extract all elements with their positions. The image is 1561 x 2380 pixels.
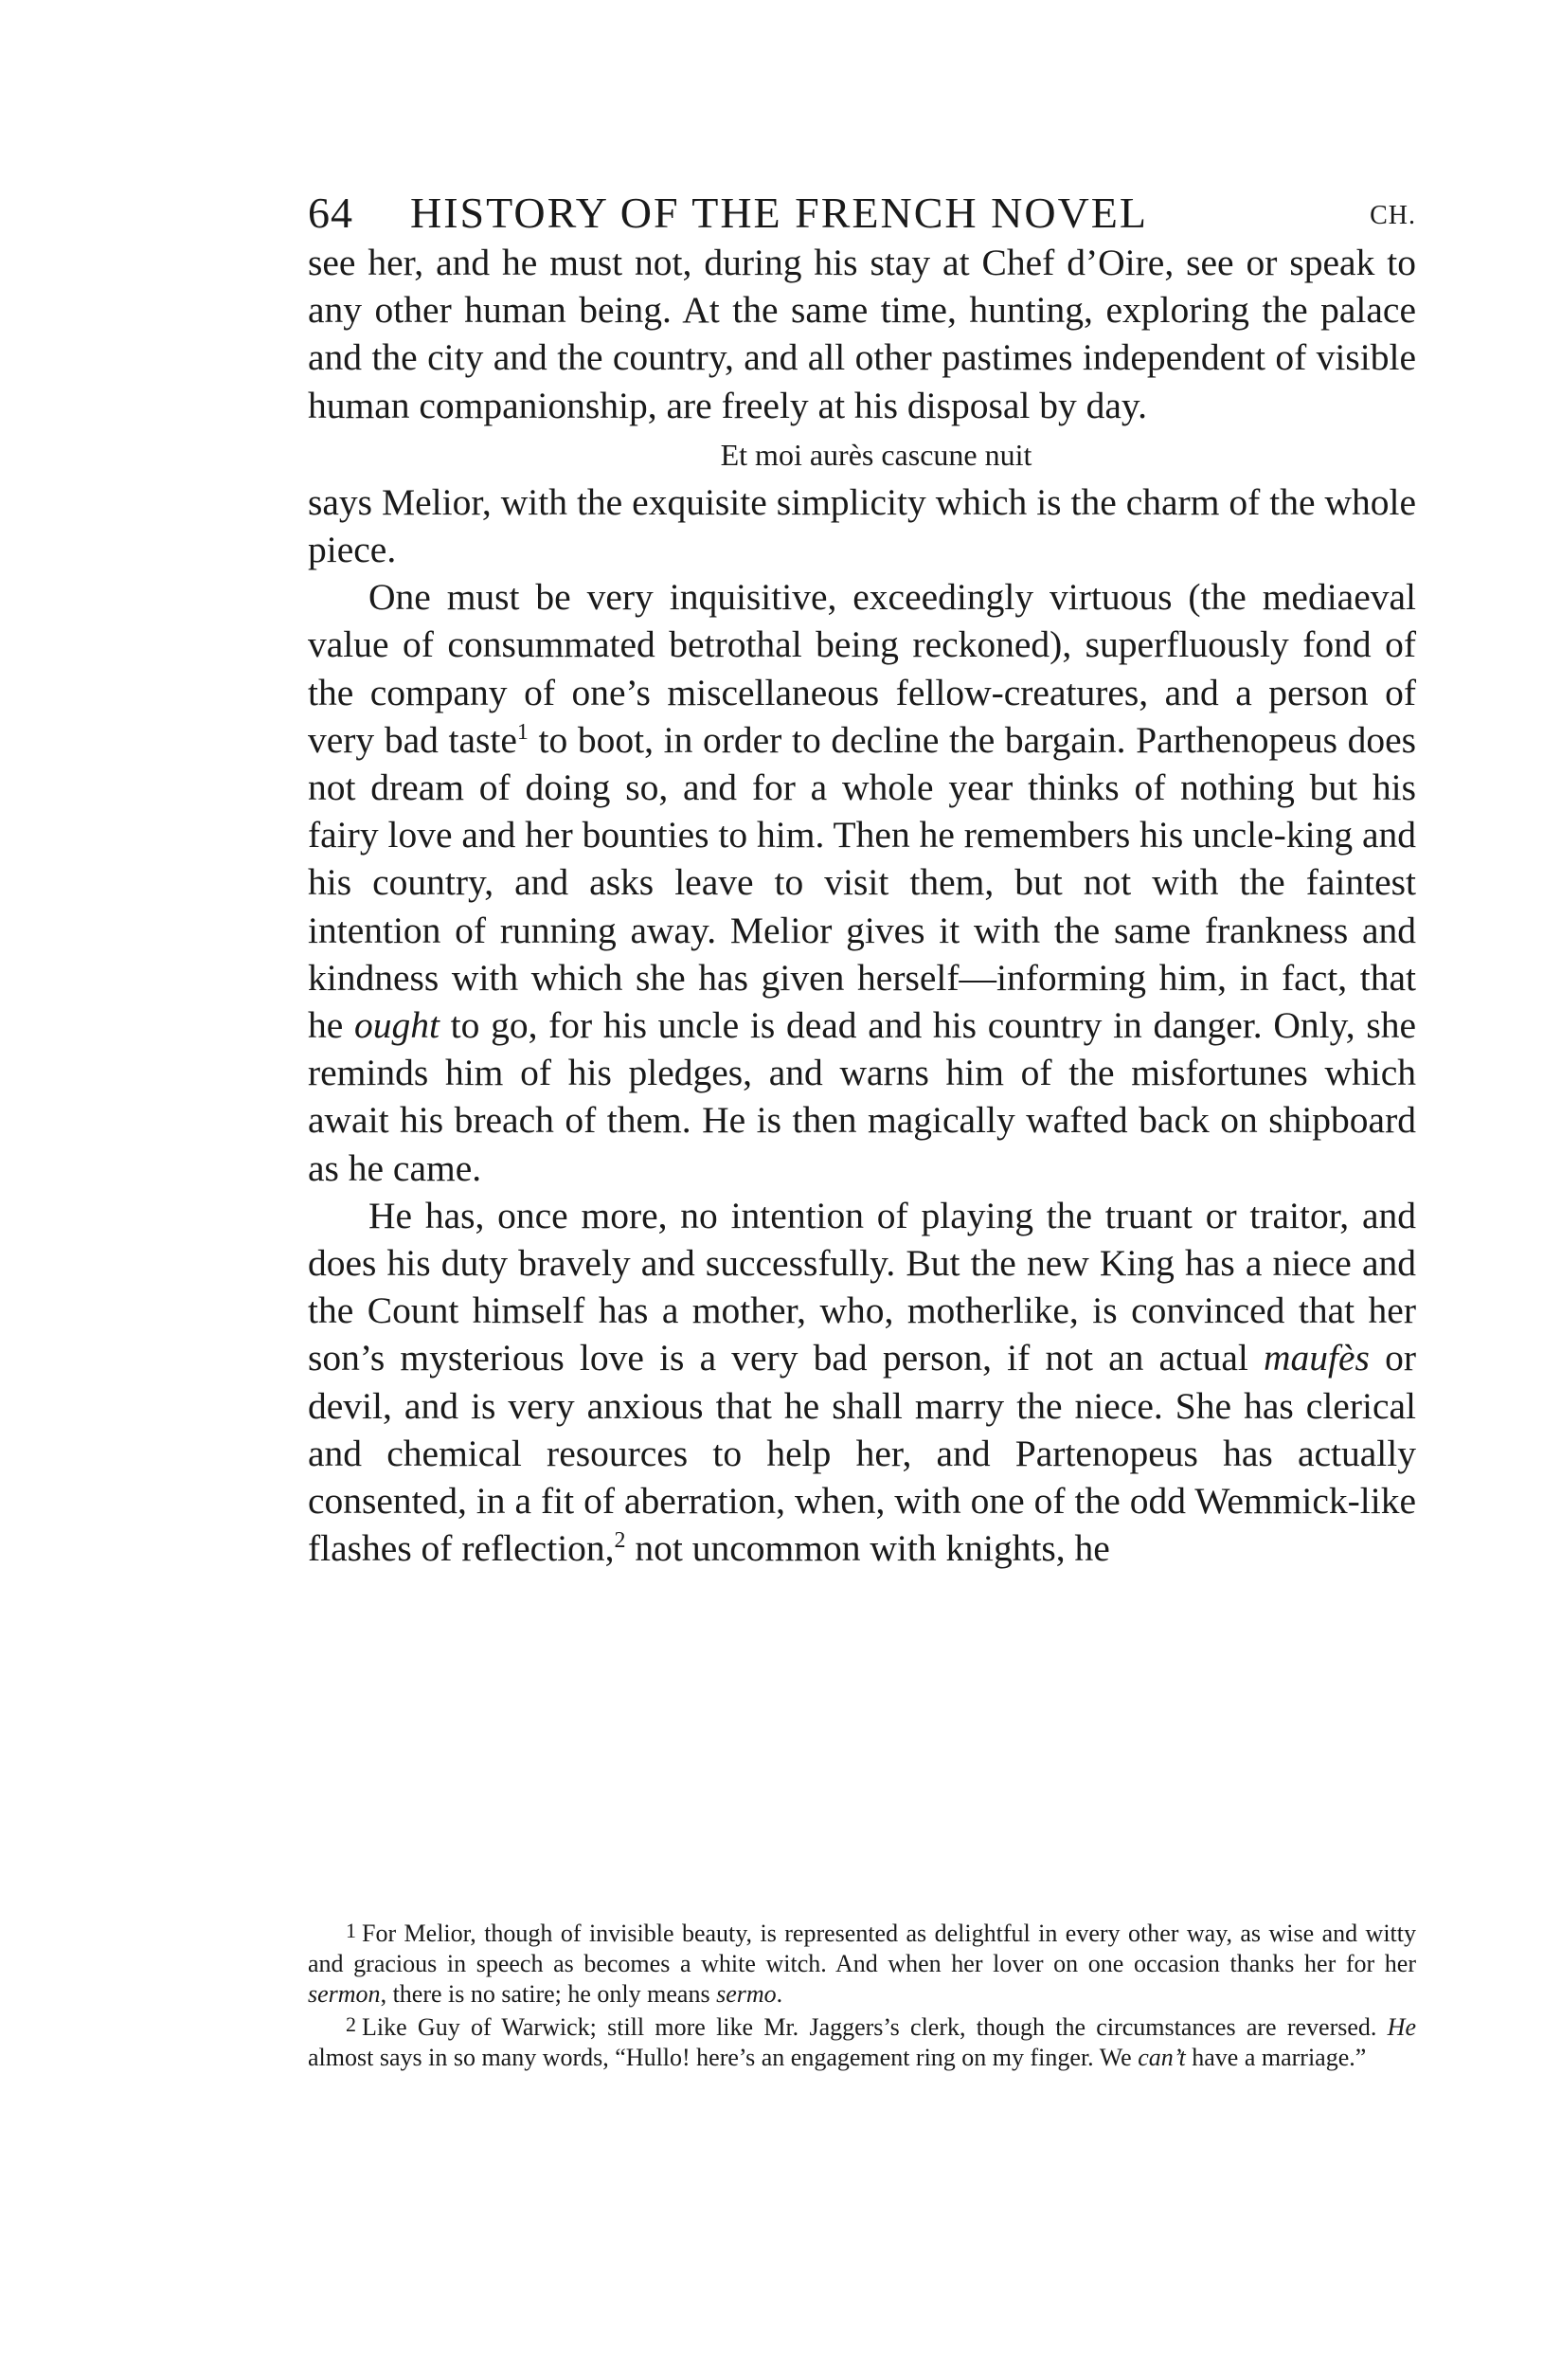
footnote-2-text-c: have a marriage.” [1185, 2044, 1367, 2071]
footnote-ref-1[interactable]: 1 [516, 719, 529, 745]
page-number: 64 [308, 189, 353, 237]
footnote-1-text-a: For Melior, though of invisible beauty, is represented as delightful in every other way, as wise and witty and gracious in speech as becomes a white witch. And when her lover on one occasion thanks her for her [308, 1920, 1416, 1977]
paragraph-2: says Melior, with the exquisite simplicity which is the charm of the whole piece. [308, 480, 1416, 571]
paragraph-3 [308, 573, 1416, 1192]
footnote-2-text-a: Like Guy of Warwick; still more like Mr. Jaggers’s clerk, though the circumstances are reversed. [362, 2013, 1388, 2041]
footnote-2 [308, 2010, 1416, 2073]
running-header [308, 188, 1416, 244]
chapter-abbrev: CH. [1370, 201, 1416, 230]
body-text [308, 239, 1416, 1572]
paragraph-3-emphasis: ought [353, 1004, 440, 1047]
footnote-1-emphasis-2: sermo [716, 1980, 777, 2008]
paragraph-1: see her, and he must not, during his stay at Chef d’Oire, see or speak to any other human being. At the same time, hunting, exploring the palace and the city and the country, and all other pastimes independent of visible human companionship, are freely at his disposal by day. [308, 242, 1416, 426]
paragraph-3-text-c: to go, for his uncle is dead and his country in danger. Only, she reminds him of his pledges, and warns him of the misfortunes which await his breach of them. He is then magically wafted back on shipboard as he came. [308, 1004, 1416, 1189]
footnote-ref-2[interactable]: 2 [614, 1528, 626, 1554]
paragraph-3-text-b: to boot, in order to decline the bargain. Parthenopeus does not dream of doing so, and for a whole year thinks of nothing but his fairy love and her bounties to him. Then he remembers his uncle-king and his country, and asks leave to visit them, but not with the faintest intention of running away. Melior gives it with the same frankness and kindness with which she has given herself—informing him, in fact, that he [308, 718, 1417, 1047]
footnote-1-text-c: . [776, 1980, 783, 2008]
footnote-2-marker: 2 [346, 2012, 356, 2036]
footnote-2-text-b: almost says in so many words, “Hullo! here’s an engagement ring on my finger. We [308, 2044, 1139, 2071]
paragraph-4-text-b: or devil, and is very anxious that he shall marry the niece. She has clerical and chemical resources to help her, and Partenopeus has actually consented, in a fit of aberration, when, with one of the odd Wemmick-like flashes of reflection, [308, 1337, 1416, 1570]
paragraph-4-text-a: He has, once more, no intention of playing the truant or traitor, and does his duty bravely and successfully. But the new King has a niece and the Count himself has a mother, who, motherlike, is convinced that her son’s mysterious love is a very bad person, if not an actual [308, 1194, 1416, 1379]
footnote-1-text-b: , there is no satire; he only means [380, 1980, 717, 2008]
footnote-2-emphasis-2: can’t [1138, 2044, 1186, 2071]
running-title: HISTORY OF THE FRENCH NOVEL [410, 189, 1148, 237]
paragraph-4-text-c: not uncommon with knights, he [625, 1527, 1110, 1570]
footnote-2-emphasis-1: He [1387, 2013, 1416, 2041]
paragraph-4-emphasis: maufès [1264, 1337, 1370, 1379]
paragraph-3-text-a: One must be very inquisitive, exceedingly virtuous (the mediaeval value of consummated betrothal being reckoned), superfluously fond of the company of one’s miscellaneous fellow-creatures, and a person of very bad taste [308, 576, 1416, 761]
footnote-1-emphasis-1: sermon [308, 1980, 381, 2008]
paragraph-4 [308, 1192, 1416, 1573]
verse-quote: Et moi aurès cascune nuit [720, 437, 1032, 472]
footnote-1 [308, 1916, 1416, 2010]
footnote-1-marker: 1 [346, 1919, 356, 1942]
footnotes [308, 1916, 1416, 2073]
